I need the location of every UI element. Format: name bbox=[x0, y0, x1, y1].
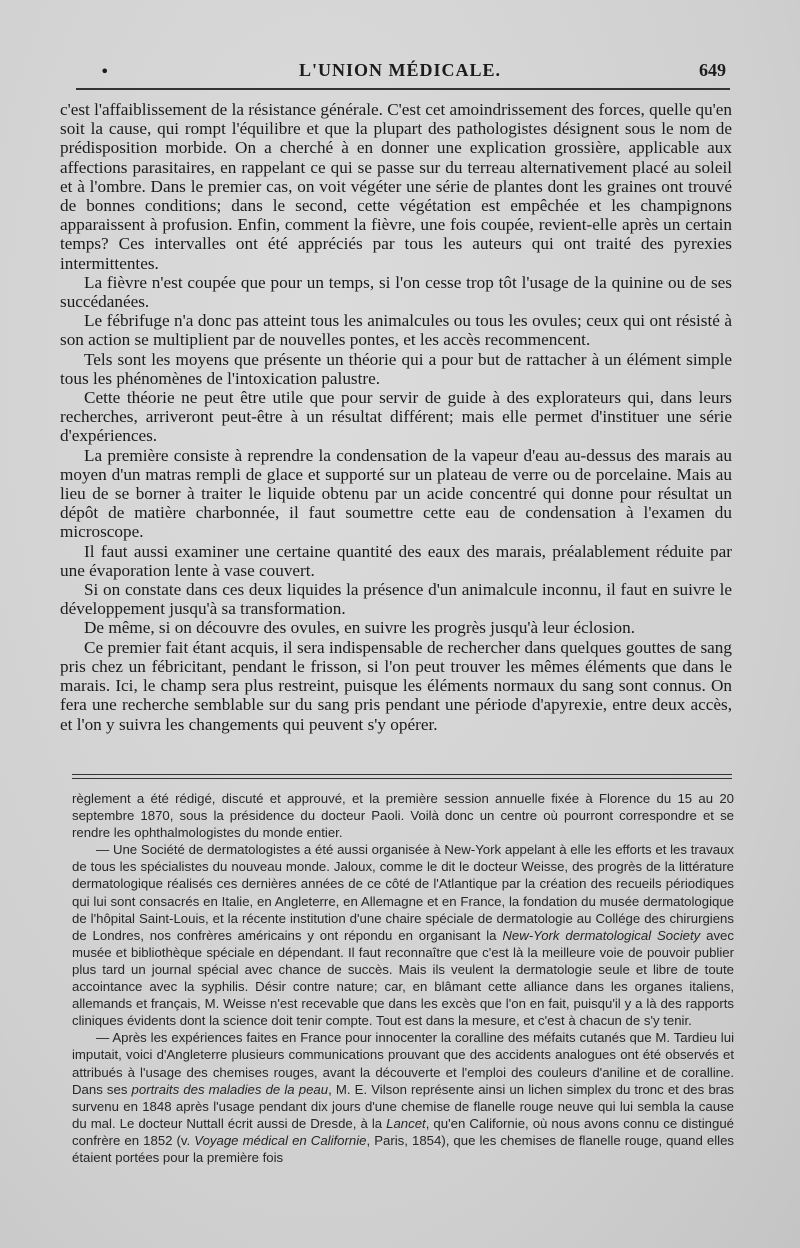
journal-title: L'UNION MÉDICALE. bbox=[298, 60, 502, 80]
book-title: portraits des maladies de la peau bbox=[131, 1081, 329, 1097]
book-title: Voyage médical en Californie bbox=[194, 1132, 367, 1148]
header-mark: • bbox=[100, 62, 110, 81]
note-paragraph bbox=[72, 1029, 734, 1166]
note-paragraph: règlement a été rédigé, discuté et approuvé, et la première session annuelle fixée à Florence du 15 au 20 septembre 1870, sous la présidence du docteur Paoli. Voilà donc un centre où pourront correspondre et se rendre les ophthalmologistes du monde entier. bbox=[72, 791, 734, 841]
paragraph: La première consiste à reprendre la condensation de la vapeur d'eau au-dessus des marais au moyen d'un matras rempli de glace et supporté sur un plateau de verre ou de porcelaine. Mais au lieu de se borner à traiter le liquide obtenu par un acide concentré qui donne pour résultat un dépôt de matière charbonnée, il faut soumettre cette eau de condensation à l'examen du microscope. bbox=[60, 445, 732, 542]
paragraph: Cette théorie ne peut être utile que pour servir de guide à des explorateurs qui, dans leurs recherches, arriveront peut-être à un résultat différent; mais elle permet d'instituer une série d'expériences. bbox=[60, 388, 732, 446]
note-text: avec musée et bibliothèque spéciale en dépendant. Il faut reconnaître que c'est là la meilleure voie de pouvoir publier plus tard un journal spécial avec chance de succès. Mais ils veulent la dermatologie seule et libre de toute accointance avec la syphilis. Désir contre nature; car, en blâmant cette alliance dans les organes italiens, allemands et français, M. Weisse n'est recevable que dans les excès que l'on en fait, puisqu'il y a là des rapports cliniques évidents dont la science doit tenir compte. Tout est dans la mesure, et c'est à chacun de s'y tenir. bbox=[72, 927, 734, 1029]
paragraph: Il faut aussi examiner une certaine quantité des eaux des marais, préalablement réduite par une évaporation lente à vase couvert. bbox=[60, 541, 732, 580]
paragraph: Tels sont les moyens que présente un théorie qui a pour but de rattacher à un élément simple tous les phénomènes de l'intoxication palustre. bbox=[60, 349, 732, 388]
paragraph: Si on constate dans ces deux liquides la présence d'un animalcule inconnu, il faut en suivre le développement jusqu'à sa transformation. bbox=[60, 580, 732, 619]
journal-name: Lancet bbox=[386, 1115, 426, 1131]
page-number: 649 bbox=[699, 60, 726, 80]
note-text: , qu'en Californie, où nous avons connu ce distingué confrère en 1852 (v. bbox=[72, 1115, 734, 1148]
news-notes bbox=[72, 790, 734, 1166]
main-text bbox=[60, 100, 732, 734]
paragraph: De même, si on découvre des ovules, en suivre les progrès jusqu'à leur éclosion. bbox=[84, 618, 636, 638]
header-rule bbox=[76, 88, 730, 90]
note-paragraph bbox=[72, 841, 734, 1029]
paragraph: c'est l'affaiblissement de la résistance générale. C'est cet amoindrissement des forces, quelle qu'en soit la cause, qui rompt l'équilibre et que la plupart des pathologistes désignent sous le nom de prédisposition morbide. On a cherché à en donner une explication grossière, applicable aux affections parasitaires, en rappelant ce qui se passe sur du terreau alternativement placé au soleil et à l'ombre. Dans le premier cas, on voit végéter une série de plantes dont les graines ont trouvé de bonnes conditions; dans le second, cette végétation est empêchée et les champignons apparaissent à profusion. Enfin, comment la fièvre, une fois coupée, revient-elle après un certain temps? Ces intervalles ont été appréciés par tous les auteurs qui ont traité des pyrexies intermittentes. bbox=[60, 100, 732, 273]
paragraph: La fièvre n'est coupée que pour un temps, si l'on cesse trop tôt l'usage de la quinine ou de ses succédanées. bbox=[60, 272, 732, 312]
society-name: New-York dermatological Society bbox=[502, 927, 701, 943]
note-text: , Paris, 1854), que les chemises de flanelle rouge, quand elles étaient portées pour la première fois bbox=[72, 1132, 735, 1165]
paragraph: Ce premier fait étant acquis, il sera indispensable de rechercher dans quelques gouttes de sang pris chez un fébricitant, pendant le frisson, si l'on peut trouver les mêmes éléments que dans le marais. Ici, le champ sera plus restreint, puisque les éléments normaux du sang sont connus. On fera une recherche semblable sur du sang pris pendant une période d'apyrexie, entre deux accès, et l'on y suivra les changements qui peuvent s'y opérer. bbox=[60, 637, 732, 734]
note-text: — Après les expériences faites en France pour innocenter la coralline des méfaits cutanés que M. Tardieu lui imputait, voici d'Angleterre plusieurs communications prouvant que des accidents analogues ont été observés et attribués à l'usage des chemises rouges, avant la découverte et l'emploi des couleurs d'aniline et de coralline. Dans ses bbox=[72, 1030, 734, 1097]
paragraph: Le fébrifuge n'a donc pas atteint tous les animalcules ou tous les ovules; ceux qui ont résisté à son action se multiplient par de nouvelles pontes, et les accès recommencent. bbox=[60, 311, 732, 350]
running-header bbox=[70, 58, 730, 88]
note-text: — Une Société de dermatologistes a été aussi organisée à New-York appelant à elle les efforts et les travaux de tous les spécialistes du nouveau monde. Jaloux, comme le dit le docteur Weisse, des progrès de la littérature dermatologique réalisés ces dernières années de ce côté de l'Atlantique par la création des recueils périodiques qui lui sont consacrés en Italie, en Angleterre, en Allemagne et en France, la fondation du musée dermatologique de l'hôpital Saint-Louis, et la récente institution d'une chaire spéciale de dermatologie au Collége des chirurgiens de Londres, nos confrères américains y ont répondu en organisant la bbox=[72, 842, 734, 943]
note-text: , M. E. Vilson représente ainsi un lichen simplex du tronc et des bras survenu en 1848 après l'usage pendant dix jours d'une chemise de flanelle rouge neuve qui lui sembla la cause du mal. Le docteur Nuttall écrit aussi de Dresde, à la bbox=[72, 1081, 734, 1131]
section-divider bbox=[72, 774, 732, 779]
